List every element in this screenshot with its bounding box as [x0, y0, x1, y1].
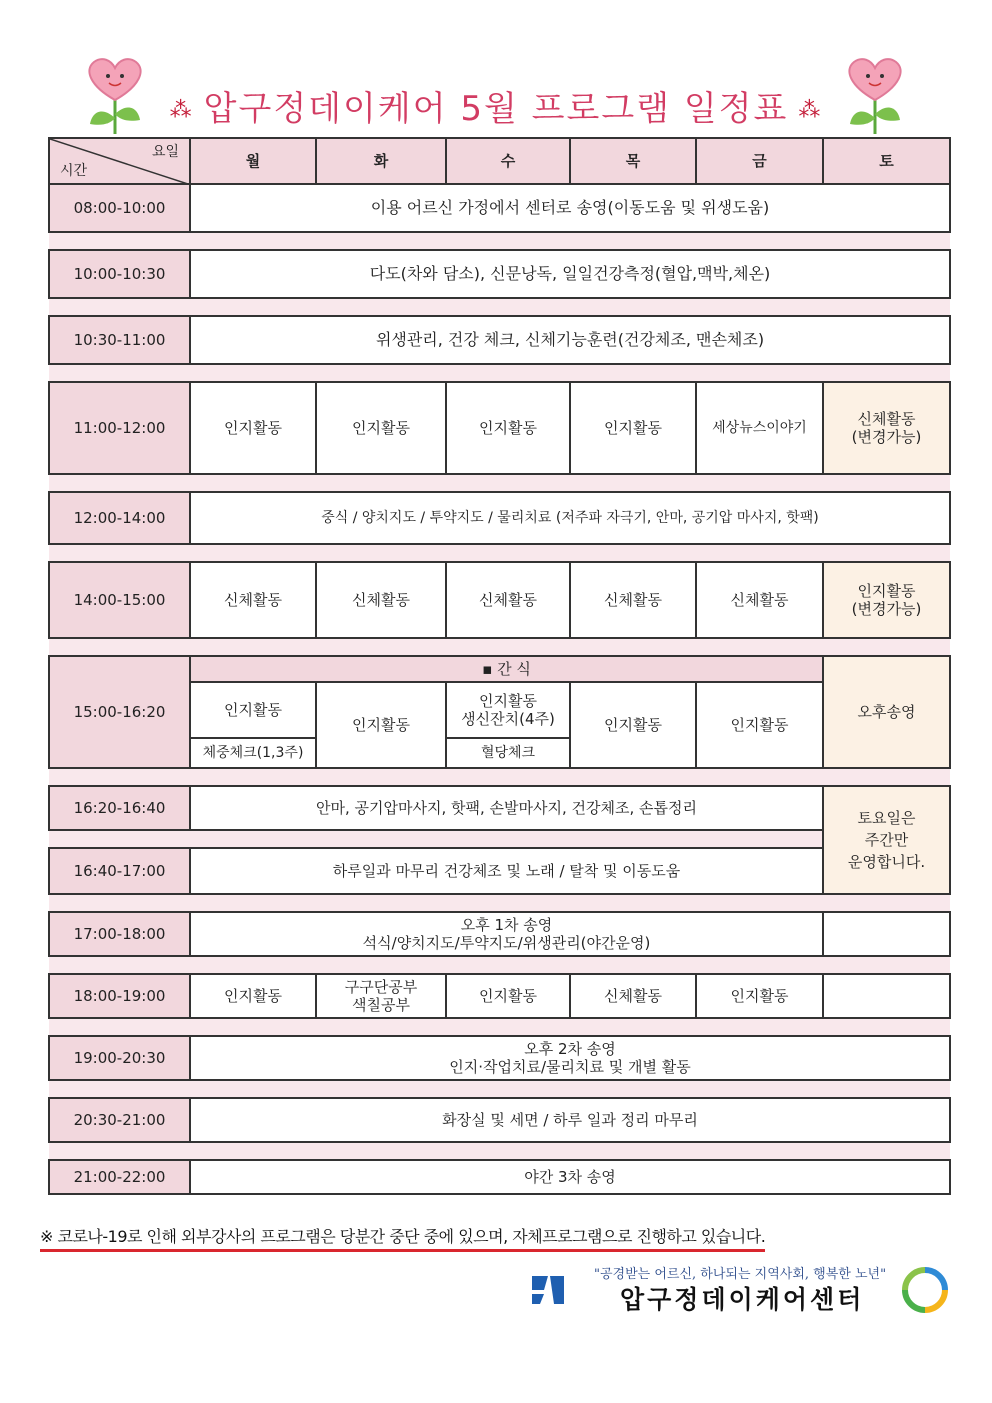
row-gap — [49, 298, 950, 316]
activity-cell-wed: 인지활동 — [446, 974, 570, 1018]
activity-cell: 중식 / 양치지도 / 투약지도 / 물리치료 (저주파 자극기, 안마, 공기압 마사지, 핫팩) — [190, 492, 950, 544]
schedule-table — [48, 137, 951, 1195]
activity-cell-wed — [446, 682, 570, 738]
table-row — [49, 974, 950, 1018]
time-cell: 10:00-10:30 — [49, 250, 190, 298]
row-gap — [49, 638, 950, 656]
time-cell: 17:00-18:00 — [49, 912, 190, 956]
row-gap — [49, 768, 950, 786]
activity-cell-mon: 신체활동 — [190, 562, 316, 638]
table-row — [49, 562, 950, 638]
table-row — [49, 656, 950, 682]
activity-cell-thu: 인지활동 — [570, 682, 696, 768]
activity-cell-sat — [823, 912, 950, 956]
row-gap — [49, 364, 950, 382]
sat-line-2: (변경가능) — [851, 428, 922, 446]
activity-cell-wed: 인지활동 — [446, 382, 570, 474]
activity-cell-thu: 신체활동 — [570, 974, 696, 1018]
activity-cell-mon: 인지활동 — [190, 382, 316, 474]
time-cell: 12:00-14:00 — [49, 492, 190, 544]
table-row — [49, 184, 950, 232]
row-gap — [49, 894, 950, 912]
day-header-mon: 월 — [190, 138, 316, 184]
row-gap — [49, 830, 950, 848]
sat-note-line-1: 토요일은 — [857, 809, 916, 827]
time-cell: 14:00-15:00 — [49, 562, 190, 638]
sat-note-line-2: 주간만 — [864, 831, 909, 849]
time-cell: 16:20-16:40 — [49, 786, 190, 830]
time-cell: 21:00-22:00 — [49, 1160, 190, 1194]
activity-cell-fri: 인지활동 — [696, 682, 823, 768]
time-cell: 19:00-20:30 — [49, 1036, 190, 1080]
activity-cell: 다도(차와 담소), 신문낭독, 일일건강측정(혈압,맥박,체온) — [190, 250, 950, 298]
activity-cell-wed: 신체활동 — [446, 562, 570, 638]
tue-line-2: 색칠공부 — [352, 996, 410, 1014]
table-row — [49, 1160, 950, 1194]
time-cell: 08:00-10:00 — [49, 184, 190, 232]
corner-time-label: 시간 — [60, 163, 88, 179]
activity-cell-fri: 인지활동 — [696, 974, 823, 1018]
activity-cell-thu: 인지활동 — [570, 382, 696, 474]
activity-cell-tue: 인지활동 — [316, 682, 446, 768]
time-cell: 10:30-11:00 — [49, 316, 190, 364]
table-row — [49, 1036, 950, 1080]
header-row — [49, 138, 950, 184]
slogan-text: "공경받는 어르신, 하나되는 지역사회, 행복한 노년" — [594, 1267, 887, 1282]
sat-line-1: 신체활동 — [857, 410, 916, 428]
time-cell: 20:30-21:00 — [49, 1098, 190, 1142]
snack-cell: ▪ 간 식 — [190, 656, 823, 682]
table-row — [49, 786, 950, 830]
table-row — [49, 1098, 950, 1142]
activity-line-2: 인지·작업치료/물리치료 및 개별 활동 — [449, 1058, 691, 1076]
day-header-sat: 토 — [823, 138, 950, 184]
activity-line-1: 오후 2차 송영 — [524, 1040, 616, 1058]
blood-sugar-cell: 혈당체크 — [446, 738, 570, 768]
time-cell: 16:40-17:00 — [49, 848, 190, 894]
activity-cell: 위생관리, 건강 체크, 신체기능훈련(건강체조, 맨손체조) — [190, 316, 950, 364]
day-header-thu: 목 — [570, 138, 696, 184]
activity-cell-mon: 인지활동 — [190, 682, 316, 738]
activity-cell-tue: 인지활동 — [316, 382, 446, 474]
activity-cell-fri: 세상뉴스이야기 — [696, 382, 823, 474]
title-star-left: ⁂ — [169, 97, 194, 123]
saturday-note-cell — [823, 786, 950, 894]
time-cell: 11:00-12:00 — [49, 382, 190, 474]
time-cell: 15:00-16:20 — [49, 656, 190, 768]
activity-cell — [190, 1036, 950, 1080]
row-gap — [49, 544, 950, 562]
day-header-wed: 수 — [446, 138, 570, 184]
notice-text: ※ 코로나-19로 인해 외부강사의 프로그램은 당분간 중단 중에 있으며, 자체프로그램으로 진행하고 있습니다. — [40, 1224, 765, 1252]
wed-line-1: 인지활동 — [479, 692, 537, 710]
title-text: 압구정데이케어 5월 프로그램 일정표 — [203, 89, 789, 129]
table-row — [49, 492, 950, 544]
day-header-fri: 금 — [696, 138, 823, 184]
activity-cell-sat — [823, 974, 950, 1018]
sat-line-2: (변경가능) — [851, 600, 922, 618]
table-row — [49, 912, 950, 956]
activity-cell-fri: 신체활동 — [696, 562, 823, 638]
table-row — [49, 316, 950, 364]
activity-cell-thu: 신체활동 — [570, 562, 696, 638]
time-cell: 18:00-19:00 — [49, 974, 190, 1018]
sat-line-1: 인지활동 — [857, 582, 916, 600]
row-gap — [49, 1018, 950, 1036]
row-gap — [49, 474, 950, 492]
table-row — [49, 250, 950, 298]
sat-note-line-3: 운영합니다. — [847, 853, 926, 871]
circle-logo-icon — [901, 1266, 949, 1314]
activity-cell: 하루일과 마무리 건강체조 및 노래 / 탈착 및 이동도움 — [190, 848, 823, 894]
weight-check-cell: 체중체크(1,3주) — [190, 738, 316, 768]
row-gap — [49, 1080, 950, 1098]
activity-line-2: 석식/양치지도/투약지도/위생관리(야간운영) — [362, 934, 651, 952]
activity-cell-tue: 신체활동 — [316, 562, 446, 638]
page-title — [0, 84, 992, 136]
row-gap — [49, 956, 950, 974]
wed-line-2: 생신잔치(4주) — [461, 710, 555, 728]
corner-cell — [49, 138, 190, 184]
activity-cell-sat — [823, 382, 950, 474]
tue-line-1: 구구단공부 — [344, 978, 418, 996]
day-header-tue: 화 — [316, 138, 446, 184]
center-name: 압구정데이케어센터 — [620, 1285, 865, 1314]
activity-cell-tue — [316, 974, 446, 1018]
activity-cell: 야간 3차 송영 — [190, 1160, 950, 1194]
activity-cell: 안마, 공기압마사지, 핫팩, 손발마사지, 건강체조, 손톱정리 — [190, 786, 823, 830]
table-row — [49, 848, 950, 894]
activity-cell-sat: 오후송영 — [823, 656, 950, 768]
row-gap — [49, 1142, 950, 1160]
row-gap — [49, 232, 950, 250]
corner-day-label: 요일 — [151, 144, 179, 160]
center-logo-icon — [528, 1270, 570, 1308]
activity-cell: 이용 어르신 가정에서 센터로 송영(이동도움 및 위생도움) — [190, 184, 950, 232]
activity-line-1: 오후 1차 송영 — [460, 916, 553, 934]
activity-cell — [190, 912, 823, 956]
table-row — [49, 382, 950, 474]
title-star-right: ⁂ — [798, 97, 823, 123]
activity-cell-mon: 인지활동 — [190, 974, 316, 1018]
activity-cell: 화장실 및 세면 / 하루 일과 정리 마무리 — [190, 1098, 950, 1142]
activity-cell-sat — [823, 562, 950, 638]
